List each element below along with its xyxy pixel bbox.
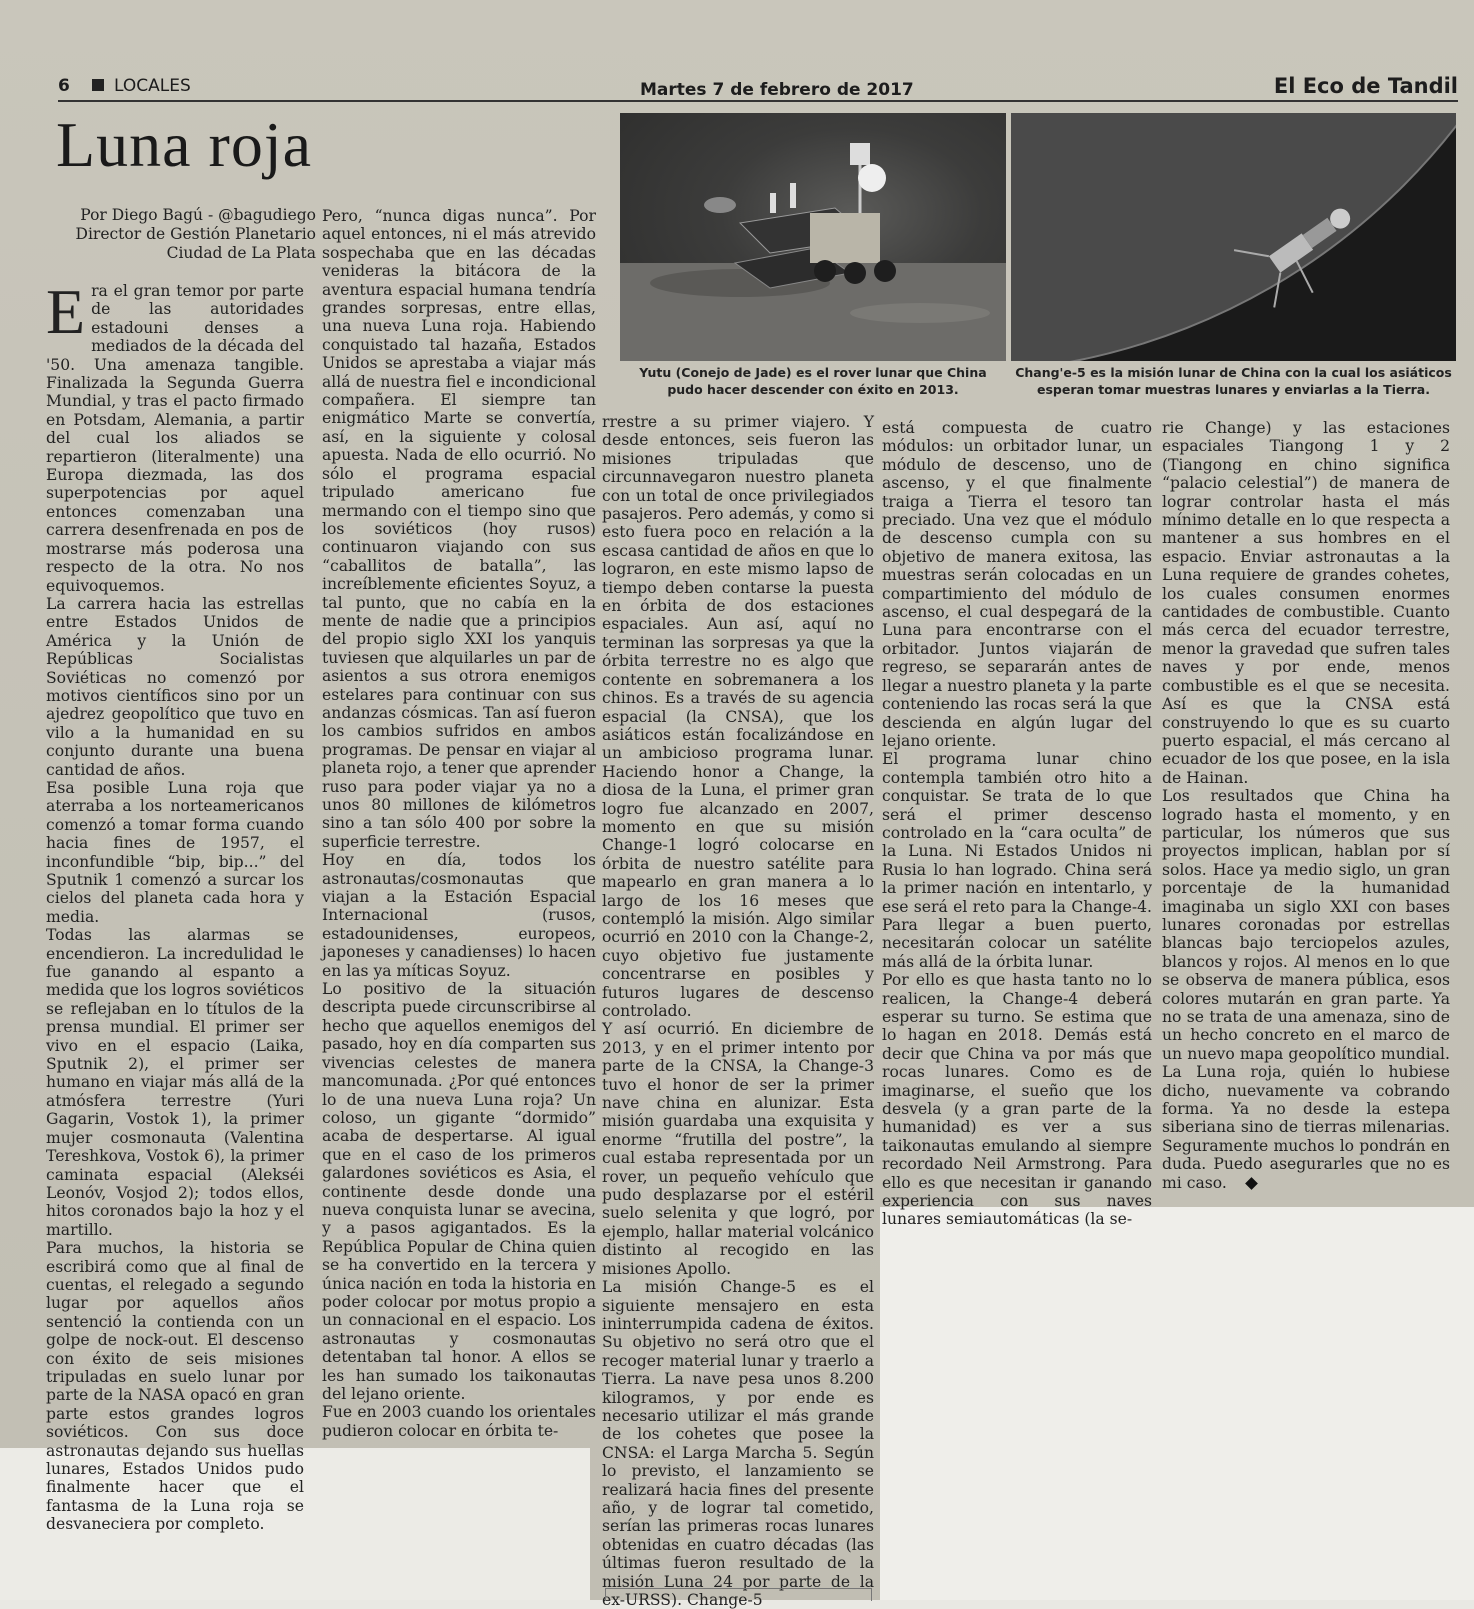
section-name: LOCALES (114, 76, 191, 96)
drop-cap: E (46, 276, 86, 347)
byline-author: Por Diego Bagú - @bagudiego (80, 206, 316, 224)
paragraph: rie Change) y las estaciones espaciales Tiangong 1 y 2 (Tiangong en chino significa “palacio celestial”) de manera de lograr controlar hasta el más mínimo detalle en lo que respecta a mantener a sus hombres en el espacio. Enviar astronautas a la Luna requiere de grandes cohetes, los cuales consumen enormes cantidades de combustible. Cuanto más cerca del ecuador terrestre, menor la gravedad que sufren tales naves y por ende, menos combustible es el que se necesita. Así es que la CNSA está construyendo lo que es su cuarto puerto espacial, el más cercano al ecuador de los que posee, en la isla de Hainan. (1162, 419, 1450, 787)
paragraph: Por ello es que hasta tanto no lo realicen, la Change-4 deberá esperar su turno. Se estima que lo hagan en 2018. Demás está decir que China va por más que rocas lunares. Como es de imaginarse, el sueño que los desvela (y a gran parte de la humanidad) es ver a sus taikonautas emulando al siempre recordado Neil Armstrong. Para ello es que necesitan ir ganando experiencia con sus naves lunares semiautomáticas (la se- (882, 971, 1152, 1229)
paragraph: Lo positivo de la situación descripta puede circunscribirse al hecho que aquellos enemigos del pasado, hoy en día comparten sus vivencias celestes de manera mancomunada. ¿Por qué entonces lo de una nueva Luna roja? Un coloso, un gigante “dormido” acaba de despertarse. Al igual que en el caso de los primeros galardones soviéticos es Asia, el continente desde donde una nueva conquista lunar se avecina, y a pasos agigantados. Es la República Popular de China quien se ha convertido en la tercera y única nación en toda la historia en poder colocar por motus propio a un connacional en el espacio. Los astronautas y cosmonautas detentaban tal honor. A ellos se les han sumado los taikonautas del lejano oriente. (322, 980, 596, 1403)
paragraph: Pero, “nunca digas nunca”. Por aquel entonces, ni el más atrevido sospechaba que en las décadas venideras la bitácora de la aventura espacial humana tendría grandes sorpresas, entre ellas, una nueva Luna roja. Habiendo conquistado tal hazaña, Estados Unidos se aprestaba a viajar más allá de nuestra fiel e incondicional compañera. El siempre tan enigmático Marte se convertía, así, en la siguiente y colosal apuesta. Nada de ello ocurrió. No sólo el programa espacial tripulado americano fue mermando con el tiempo sino que los soviéticos (hoy rusos) continuaron viajando con sus “caballitos de batalla”, las increíblemente eficientes Soyuz, a tal punto, que no cabía en la mente de nadie que a principios del propio siglo XXI los yanquis tuviesen que alquilarles un par de asientos a sus otrora enemigos estelares para continuar con sus andanzas cósmicas. Tan así fueron los cambios sufridos en ambos programas. De pensar en viajar al planeta rojo, a tener que aprender ruso para poder viajar ya no a unos 80 millones de kilómetros sino a tan sólo 400 por sobre la superficie terrestre. (322, 207, 596, 851)
change5-photo (1011, 113, 1456, 361)
spacecraft-illustration (1011, 113, 1456, 361)
paragraph: Y así ocurrió. En diciembre de 2013, y en el primer intento por parte de la CNSA, la Change-3 tuvo el honor de ser la primer nave china en alunizar. Esta misión guardaba una exquisita y enorme “frutilla del postre”, la cual estaba representada por un rover, un pequeño vehículo que pudo desplazarse por el estéril suelo selenita y que logró, por ejemplo, hallar material volcánico distinto al recogido en las misiones Apollo. (602, 1020, 874, 1278)
article-column-3 (602, 413, 874, 1609)
blank-paper-area (880, 1207, 1474, 1600)
paragraph: El programa lunar chino contempla también otro hito a conquistar. Se trata de lo que será el primer descenso controlado en la “cara oculta” de la Luna. Ni Estados Unidos ni Rusia lo han logrado. China será la primer nación en intentarlo, y ese será el reto para la Change-4. Para llegar a buen puerto, necesitarán colocar un satélite más allá de la órbita lunar. (882, 750, 1152, 971)
paragraph: La misión Change-5 es el siguiente mensajero en esta ininterrumpida cadena de éxitos. Su objetivo no será otro que el recoger material lunar y traerlo a Tierra. La nave pesa unos 8.200 kilogramos, y por ende es necesario utilizar el más grande de los cohetes que posee la CNSA: el Larga Marcha 5. Según lo previsto, el lanzamiento se realizará hacia fines del presente año, y de lograr tal cometido, serían las primeras rocas lunares obtenidas en cuatro décadas (las últimas fueron resultado de la misión Luna 24 por parte de la ex-URSS). Change-5 (602, 1278, 874, 1609)
paragraph: rrestre a su primer viajero. Y desde entonces, seis fueron las misiones tripuladas que circunnavegaron nuestro planeta con un total de once privilegiados pasajeros. Pero además, y como si esto fuera poco en relación a la escasa cantidad de años en que lo lograron, en este mismo lapso de tiempo deben contarse la puesta en órbita de dos estaciones espaciales. Aun así, aquí no terminan las sorpresas ya que la órbita terrestre no es algo que contente en sobremanera a los chinos. Es a través de su agencia espacial (la CNSA), que los asiáticos están focalizándose en un ambicioso programa lunar. Haciendo honor a Change, la diosa de la Luna, el primer gran logro fue alcanzado en 2007, momento en que su misión Change-1 logró colocarse en órbita de nuestro satélite para mapearlo en gran manera a lo largo de los 16 meses que contempló la misión. Algo similar ocurrió en 2010 con la Change-2, cuyo objetivo fue justamente concentrarse en posibles y futuros lugares de descenso controlado. (602, 413, 874, 1020)
paragraph: La carrera hacia las estrellas entre Estados Unidos de América y la Unión de Repúblicas Socialistas Soviéticas no comenzó por motivos científicos sino por un ajedrez geopolítico que tuvo en vilo a la humanidad en su conjunto durante una buena cantidad de años. (46, 594, 304, 779)
paragraph: Todas las alarmas se encendieron. La incredulidad le fue ganando al espanto a medida que los logros soviéticos se reflejaban en lo títulos de la prensa mundial. El primer ser vivo en el espacio (Laika, Sputnik 2), el primer ser humano en viajar más allá de la atmósfera terrestre (Yuri Gagarin, Vostok 1), la primer mujer cosmonauta (Valentina Tereshkova, Vostok 6), la primer caminata espacial (Alekséi Leonóv, Vosjod 2); todos ellos, hitos coronados bajo la hoz y el martillo. (46, 926, 304, 1239)
photo-caption: Yutu (Conejo de Jade) es el rover lunar que China pudo hacer descender con éxito en 2013. (639, 365, 987, 397)
page-header (58, 74, 1458, 102)
byline-role: Director de Gestión Planetario (75, 225, 316, 243)
paragraph: está compuesta de cuatro módulos: un orbitador lunar, un módulo de descenso, uno de ascenso, y el que finalmente traiga a Tierra el tesoro tan preciado. Una vez que el módulo de descenso cumpla con su objetivo de manera exitosa, las muestras serán colocadas en un compartimiento del módulo de ascenso, el cual despegará de la Luna para encontrarse con el orbitador. Juntos viajarán de regreso, se separarán antes de llegar a nuestro planeta y la parte conteniendo las rocas será la que descienda en algún lugar del lejano oriente. (882, 419, 1152, 750)
yutu-rover-photo (620, 113, 1006, 361)
paragraph: Hoy en día, todos los astronautas/cosmonautas que viajan a la Estación Espacial Internacional (rusos, estadounidenses, europeos, japoneses y canadienses) lo hacen en las ya míticas Soyuz. (322, 851, 596, 980)
article-title: Luna roja (56, 109, 312, 180)
end-of-article-diamond-icon (1245, 1177, 1258, 1190)
header-rule (58, 100, 1458, 102)
paragraph: Los resultados que China ha logrado hasta el momento, y en particular, los números que sus proyectos implican, hablan por sí solos. Hace ya medio siglo, un gran porcentaje de la humanidad imaginaba un siglo XXI con bases lunares coronadas por estrellas blancas bajo terciopelos azules, blancos y rojos. Al menos en lo que se observa de manera pública, esos colores mutarán en gran parte. Ya no se trata de una amenaza, sino de un hecho concreto en el marco de un nuevo mapa geopolítico mundial. La Luna roja, quién lo hubiese dicho, nuevamente va cobrando forma. Ya no desde la estepa siberiana sino de tierras milenarias. Seguramente muchos lo pondrán en duda. Puedo asegurarles que no es mi caso. (1162, 787, 1450, 1192)
article-column-2 (322, 207, 596, 1440)
paragraph: Era el gran temor por parte de las autoridades estadouni denses a mediados de la década del '50. Una amenaza tangible. Finalizada la Segunda Guerra Mundial, y tras el pacto firmado en Potsdam, Alemania, a partir del cual los aliados se repartieron (literalmente) una Europa diezmada, las dos superpotencias por aquel entonces comenzaban una carrera desenfrenada en pos de mostrarse más poderosa una respecto de la otra. No nos equivoquemos. (46, 276, 304, 595)
paragraph: Para muchos, la historia se escribirá como que al final de cuentas, el relegado a segundo lugar por aquellos años sentenció la contienda con un golpe de nock-out. El descenso con éxito de seis misiones tripuladas en suelo lunar por parte de la NASA opacó en gran parte estos grandes logros soviéticos. Con sus doce astronautas dejando sus huellas lunares, Estados Unidos pudo finalmente hacer que el fantasma de la Luna roja se desvaneciera por completo. (46, 1239, 304, 1534)
page-number: 6 (58, 76, 70, 96)
paragraph: Fue en 2003 cuando los orientales pudieron colocar en órbita te- (322, 1403, 596, 1440)
article-column-1 (46, 276, 304, 1534)
byline-location: Ciudad de La Plata (166, 244, 316, 262)
article-column-5 (1162, 419, 1450, 1192)
section-square-icon (92, 79, 104, 91)
article-column-4 (882, 419, 1152, 1229)
rover-illustration (620, 113, 1006, 361)
byline (40, 206, 316, 263)
photo-caption: Chang'e-5 es la misión lunar de China con la cual los asiáticos esperan tomar muestras lunares y enviarlas a la Tierra. (1015, 365, 1452, 397)
newspaper-name: El Eco de Tandil (1273, 74, 1458, 98)
paragraph: Esa posible Luna roja que aterraba a los norteamericanos comenzó a tomar forma cuando hacia fines de 1957, el inconfundible “bip, bip...” del Sputnik 1 comenzó a surcar los cielos del planeta cada hora y media. (46, 778, 304, 926)
issue-date: Martes 7 de febrero de 2017 (640, 80, 914, 100)
next-article-box-edge (605, 1588, 872, 1601)
